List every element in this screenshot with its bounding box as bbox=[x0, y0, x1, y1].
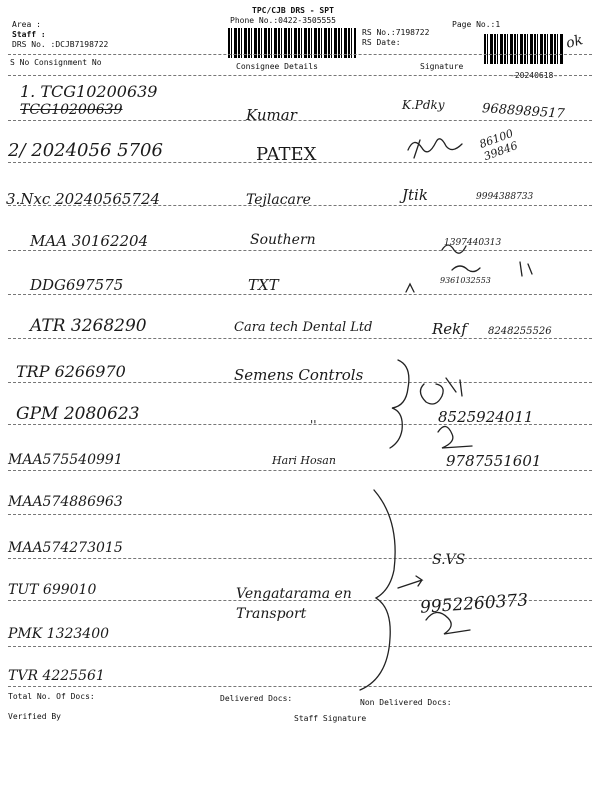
ok-mark: ok bbox=[564, 32, 585, 52]
rs-date: RS Date: bbox=[362, 38, 401, 47]
page-number: Page No.:1 bbox=[452, 20, 501, 29]
consignment-number: MAA574886963 bbox=[8, 494, 123, 510]
consignee-name: Vengatarama en Transport bbox=[236, 586, 352, 622]
consignment-number: 3.Nxc 20240565724 bbox=[6, 190, 161, 208]
consignment-number: TUT 699010 bbox=[8, 582, 97, 598]
rs-number: RS No.:7198722 bbox=[362, 28, 430, 37]
consignment-number: MAA574273015 bbox=[8, 540, 123, 556]
date-stamp: -20240618-- bbox=[510, 71, 563, 80]
phone-number-handwritten: 9952260373 bbox=[419, 590, 529, 618]
delivery-tick-mark bbox=[406, 284, 414, 292]
consignee-name: Tejlacare bbox=[246, 192, 311, 208]
phone-number-handwritten: 9994388733 bbox=[476, 192, 534, 202]
brace bbox=[390, 360, 409, 448]
signature-text: Jtik bbox=[402, 186, 428, 204]
verified-by-label: Verified By bbox=[8, 712, 61, 721]
staff-label: Staff : bbox=[12, 30, 46, 39]
signature-scribble bbox=[442, 245, 466, 253]
drs-number: DRS No. :DCJB7198722 bbox=[12, 40, 109, 49]
consignment-number: GPM 2080623 bbox=[16, 404, 140, 424]
consignee-ditto: '' bbox=[310, 418, 317, 432]
total-docs-label: Total No. Of Docs: bbox=[8, 692, 95, 701]
consignment-number: MAA575540991 bbox=[8, 452, 123, 468]
consignee-name: Kumar bbox=[246, 106, 297, 124]
col-sno-consignment: S No Consignment No bbox=[10, 58, 102, 67]
consignment-number-struck: TCG10200639 bbox=[20, 102, 123, 118]
col-consignee: Consignee Details bbox=[236, 62, 318, 71]
consignee-name: TXT bbox=[248, 276, 279, 294]
signature-text: Rekf bbox=[432, 320, 467, 338]
staff-signature-label: Staff Signature bbox=[294, 714, 367, 723]
non-delivered-docs-label: Non Delivered Docs: bbox=[360, 698, 452, 707]
phone-number-handwritten: 86100 39846 bbox=[477, 126, 520, 164]
phone-number-handwritten: 9787551601 bbox=[446, 452, 542, 470]
brace bbox=[360, 490, 395, 690]
col-signature: Signature bbox=[420, 62, 464, 71]
consignee-name: Hari Hosan bbox=[272, 454, 336, 467]
consignee-name: PATEX bbox=[256, 144, 317, 165]
signature-scribble bbox=[426, 612, 470, 634]
phone-number-handwritten: 8248255526 bbox=[488, 326, 552, 337]
phone-number-handwritten: 8525924011 bbox=[438, 408, 534, 426]
consignment-number: DDG697575 bbox=[30, 276, 124, 294]
phone-number-handwritten: 9361032553 bbox=[440, 276, 491, 285]
signature-scribble bbox=[520, 262, 532, 276]
consignment-number: 1. TCG10200639 bbox=[20, 82, 158, 101]
consignment-number: PMK 1323400 bbox=[8, 626, 110, 642]
arrow-mark bbox=[398, 576, 422, 588]
consignee-name: Southern bbox=[250, 232, 316, 248]
consignment-number: 2/ 2024056 5706 bbox=[8, 140, 163, 161]
consignment-number: TRP 6266970 bbox=[16, 362, 126, 381]
consignment-number: MAA 30162204 bbox=[30, 232, 149, 250]
consignee-name: Cara tech Dental Ltd bbox=[234, 320, 373, 335]
area-label: Area : bbox=[12, 20, 41, 29]
signature-scribble bbox=[420, 378, 462, 404]
phone-number-handwritten: 1397440313 bbox=[444, 238, 502, 248]
signature-scribble bbox=[452, 266, 480, 272]
delivered-docs-label: Delivered Docs: bbox=[220, 694, 293, 703]
signature-text: S.VS bbox=[432, 552, 466, 568]
signature-text: K.Pdky bbox=[402, 98, 445, 112]
consignment-number: ATR 3268290 bbox=[30, 316, 147, 336]
signature-scribble bbox=[438, 426, 472, 448]
phone-number: Phone No.:0422-3505555 bbox=[230, 16, 336, 25]
phone-number-handwritten: 9688989517 bbox=[481, 101, 566, 122]
consignee-name: Semens Controls bbox=[234, 366, 364, 384]
consignment-number: TVR 4225561 bbox=[8, 668, 105, 684]
document-title: TPC/CJB DRS - SPT bbox=[252, 6, 334, 15]
